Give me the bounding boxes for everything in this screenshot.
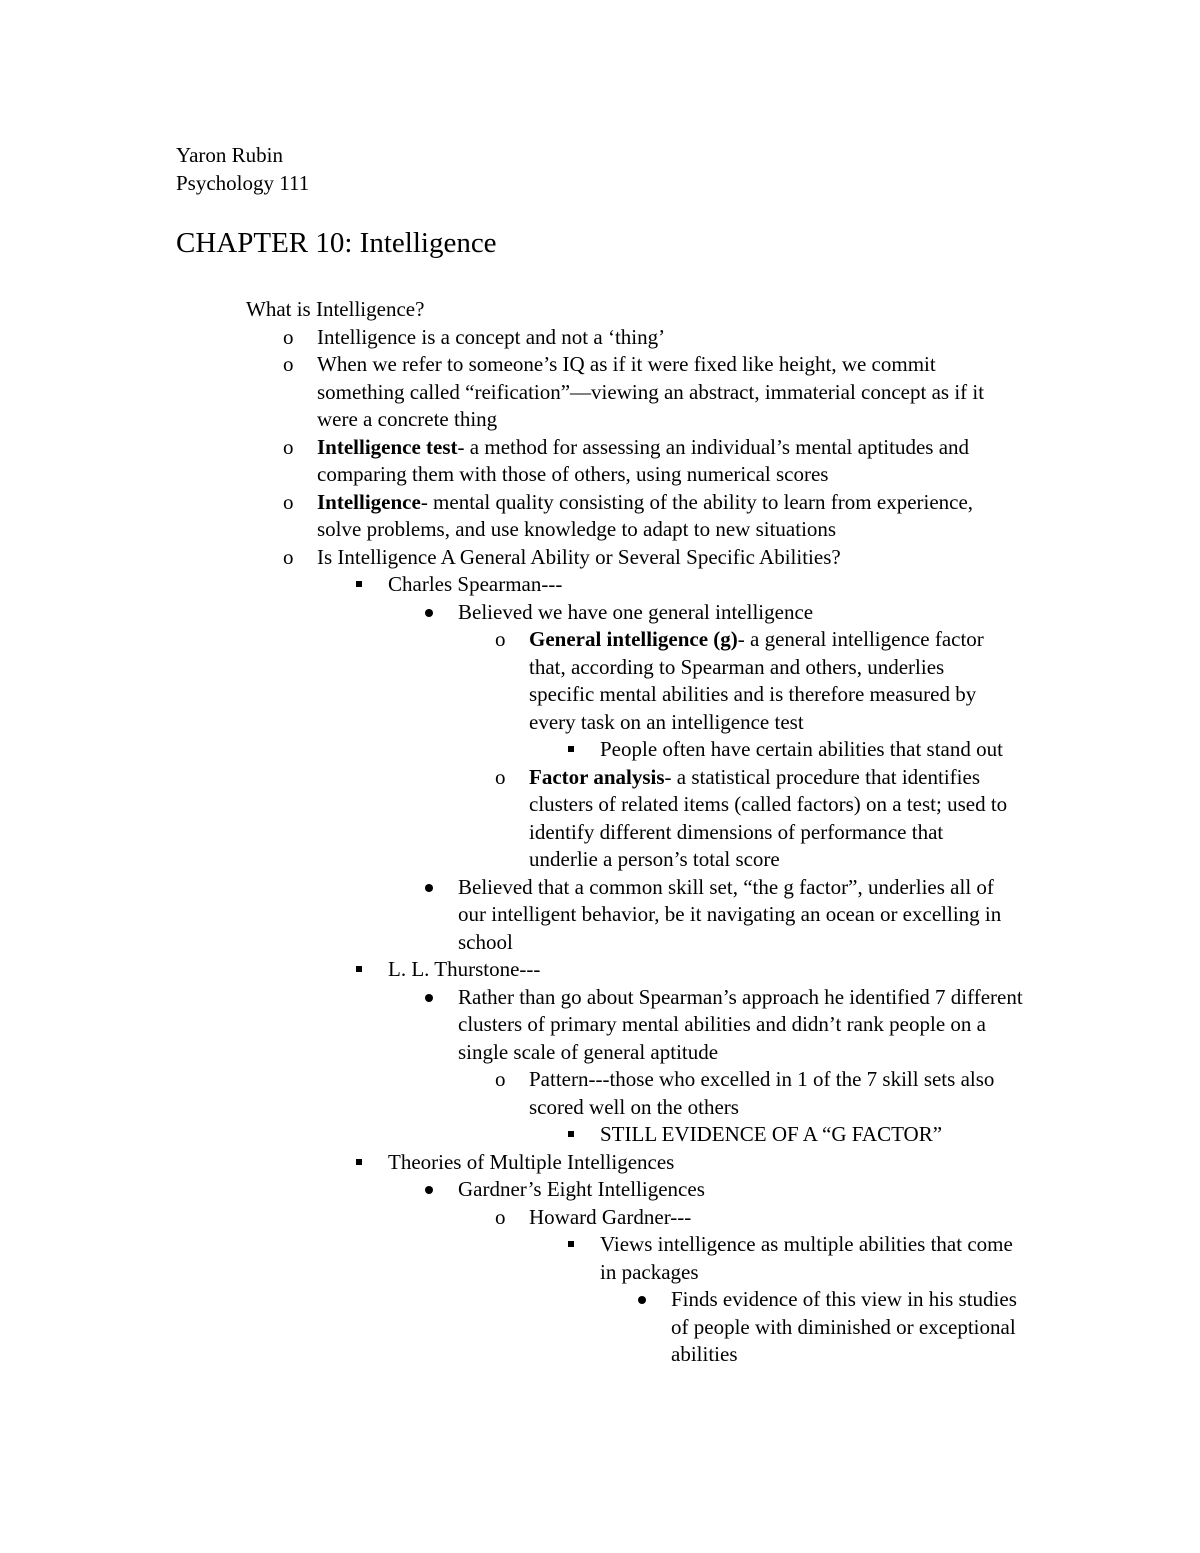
bullet-circle-icon: o: [495, 1067, 506, 1091]
bullet-circle-icon: o: [495, 764, 506, 789]
outline-item-reification: o When we refer to someone’s IQ as if it were fixed like height, we commit something called “reification”—viewing an abstract, immaterial concept as if it were a concrete thing: [283, 352, 985, 431]
definition-factor-analysis: - a statistical procedure that identifies clusters of related items (called factors) on a test; used to identify different dimensions of performance that underlie a person’s total score: [529, 764, 1008, 871]
term-intelligence: Intelligence: [317, 489, 421, 514]
outline-item-what-is-intelligence: What is Intelligence?: [246, 297, 425, 321]
bullet-circle-icon: o: [495, 627, 506, 651]
definition-general-intelligence: - a general intelligence factor that, according to Spearman and others, underlies specific mental abilities and is therefore measured by every task on an intelligence test: [529, 627, 984, 734]
bullet-circle-icon: o: [495, 1204, 506, 1229]
notes-outline: [0, 296, 1200, 1369]
outline-item-still-evidence: STILL EVIDENCE OF A “G FACTOR”: [600, 1122, 943, 1146]
outline-item-multiple-intelligences: Theories of Multiple Intelligences: [388, 1149, 675, 1174]
definition-intelligence: - mental quality consisting of the ability to learn from experience, solve problems, and use knowledge to adapt to new situations: [317, 489, 974, 541]
outline-item-gardner-eight: Gardner’s Eight Intelligences: [458, 1177, 705, 1201]
chapter-title: CHAPTER 10: Intelligence: [176, 227, 497, 259]
bullet-circle-icon: o: [283, 544, 294, 569]
outline-item-concept: o Intelligence is a concept and not a ‘thing’: [0, 324, 1017, 352]
bullet-circle-icon: o: [283, 434, 294, 459]
outline-item-one-general-intelligence: Believed we have one general intelligence: [458, 599, 814, 624]
outline-item-finds-evidence: Finds evidence of this view in his studies of people with diminished or exceptional abilities: [671, 1287, 1017, 1366]
outline-item-multiple-abilities: Views intelligence as multiple abilities that come in packages: [600, 1232, 1013, 1284]
outline-item-spearman: Charles Spearman---: [388, 572, 563, 596]
outline-item-abilities-stand-out: People often have certain abilities that stand out: [600, 737, 1003, 761]
outline-item-intelligence-definition: [0, 489, 1017, 544]
outline-item-general-or-specific: o Is Intelligence A General Ability or Several Specific Abilities?: [0, 544, 1017, 572]
term-intelligence-test: Intelligence test: [317, 434, 458, 459]
outline-item-howard-gardner: o Howard Gardner---: [0, 1204, 1009, 1232]
author-name: Yaron Rubin: [176, 143, 283, 167]
bullet-circle-icon: o: [283, 352, 294, 376]
outline-item-intelligence-test: [0, 434, 1017, 489]
term-factor-analysis: Factor analysis: [529, 764, 665, 789]
outline-item-thurstone: L. L. Thurstone---: [388, 957, 541, 981]
outline-item-g-factor: Believed that a common skill set, “the g factor”, underlies all of our intelligent behavior, be it navigating an ocean or excelling in school: [458, 874, 1002, 954]
outline-item-pattern: o Pattern---those who excelled in 1 of the 7 skill sets also scored well on the others: [495, 1067, 995, 1119]
outline-item-general-intelligence-g: [0, 626, 1009, 736]
term-general-intelligence: General intelligence (g): [529, 627, 738, 651]
definition-intelligence-test: - a method for assessing an individual’s mental aptitudes and comparing them with those of others, using numerical scores: [317, 434, 970, 486]
bullet-circle-icon: o: [283, 324, 294, 349]
bullet-circle-icon: o: [283, 489, 294, 514]
document-header: [176, 141, 309, 197]
outline-item-factor-analysis: [0, 764, 1009, 874]
course-name: Psychology 111: [176, 171, 310, 195]
outline-item-seven-clusters: Rather than go about Spearman’s approach he identified 7 different clusters of primary mental abilities and didn’t rank people on a single scale of general aptitude: [458, 984, 1023, 1064]
